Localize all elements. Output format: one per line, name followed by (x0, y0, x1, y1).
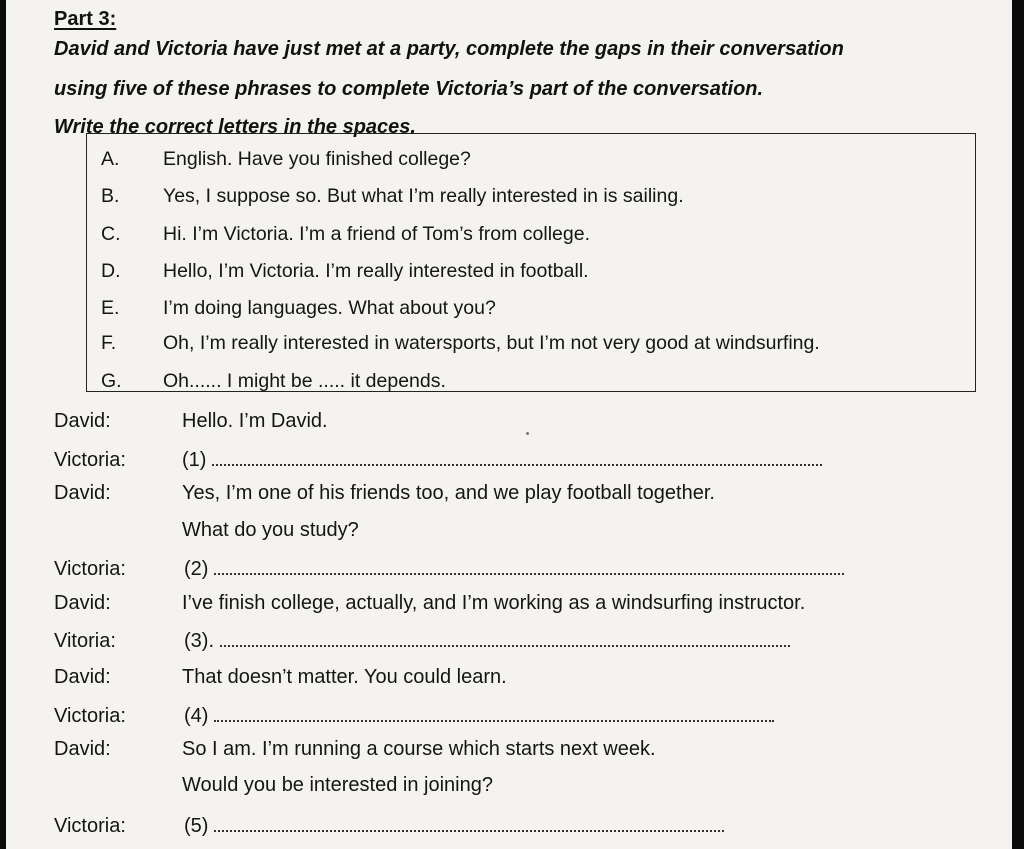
speaker-label: David: (54, 666, 111, 688)
answer-dotted-line (214, 816, 724, 832)
instruction-line-1: David and Victoria have just met at a party, complete the gaps in their conversation (54, 38, 844, 60)
answer-gap-2[interactable] (184, 558, 844, 581)
answer-dotted-line (212, 450, 822, 466)
gap-number: (4) (184, 705, 209, 727)
answer-dotted-line (220, 631, 790, 647)
option-text: I’m doing languages. What about you? (163, 297, 496, 319)
gap-number: (5) (184, 815, 209, 837)
speck-mark (526, 432, 529, 435)
answer-dotted-line (214, 706, 774, 722)
worksheet-page (6, 0, 1012, 849)
option-text: Hi. I’m Victoria. I’m a friend of Tom’s from college. (163, 223, 590, 245)
speaker-label: David: (54, 738, 111, 760)
dialogue-line: Would you be interested in joining? (182, 774, 493, 796)
speaker-label: Victoria: (54, 705, 126, 727)
answer-gap-1[interactable] (182, 449, 822, 472)
option-letter: C. (101, 223, 121, 245)
gap-number: (2) (184, 558, 209, 580)
option-letter: E. (101, 297, 120, 319)
speaker-label: David: (54, 482, 111, 504)
speaker-label: David: (54, 592, 111, 614)
speaker-label: Vitoria: (54, 630, 116, 652)
dialogue-line: So I am. I’m running a course which starts next week. (182, 738, 656, 760)
phrase-options-box (86, 133, 976, 392)
part-title: Part 3: (54, 8, 117, 30)
option-letter: F. (101, 332, 117, 354)
speaker-label: Victoria: (54, 815, 126, 837)
option-text: Oh...... I might be ..... it depends. (163, 370, 446, 392)
dialogue-line: I’ve finish college, actually, and I’m working as a windsurfing instructor. (182, 592, 806, 614)
speaker-label: Victoria: (54, 449, 126, 471)
option-text: Yes, I suppose so. But what I’m really interested in is sailing. (163, 185, 684, 207)
answer-dotted-line (214, 559, 844, 575)
answer-gap-5[interactable] (184, 815, 724, 838)
option-text: Hello, I’m Victoria. I’m really interested in football. (163, 260, 589, 282)
option-text: English. Have you finished college? (163, 148, 471, 170)
option-letter: G. (101, 370, 122, 392)
instruction-line-3: Write the correct letters in the spaces. (54, 116, 416, 138)
answer-gap-4[interactable] (184, 705, 774, 728)
dialogue-line: Yes, I’m one of his friends too, and we play football together. (182, 482, 715, 504)
option-letter: D. (101, 260, 121, 282)
option-text: Oh, I’m really interested in watersports, but I’m not very good at windsurfing. (163, 332, 820, 354)
dialogue-line: Hello. I’m David. (182, 410, 328, 432)
speaker-label: David: (54, 410, 111, 432)
option-letter: B. (101, 185, 120, 207)
answer-gap-3[interactable] (184, 630, 790, 653)
option-letter: A. (101, 148, 120, 170)
speaker-label: Victoria: (54, 558, 126, 580)
gap-number: (3). (184, 630, 214, 652)
gap-number: (1) (182, 449, 207, 471)
dialogue-line: What do you study? (182, 519, 359, 541)
instruction-line-2: using five of these phrases to complete Victoria’s part of the conversation. (54, 78, 764, 100)
dialogue-line: That doesn’t matter. You could learn. (182, 666, 507, 688)
